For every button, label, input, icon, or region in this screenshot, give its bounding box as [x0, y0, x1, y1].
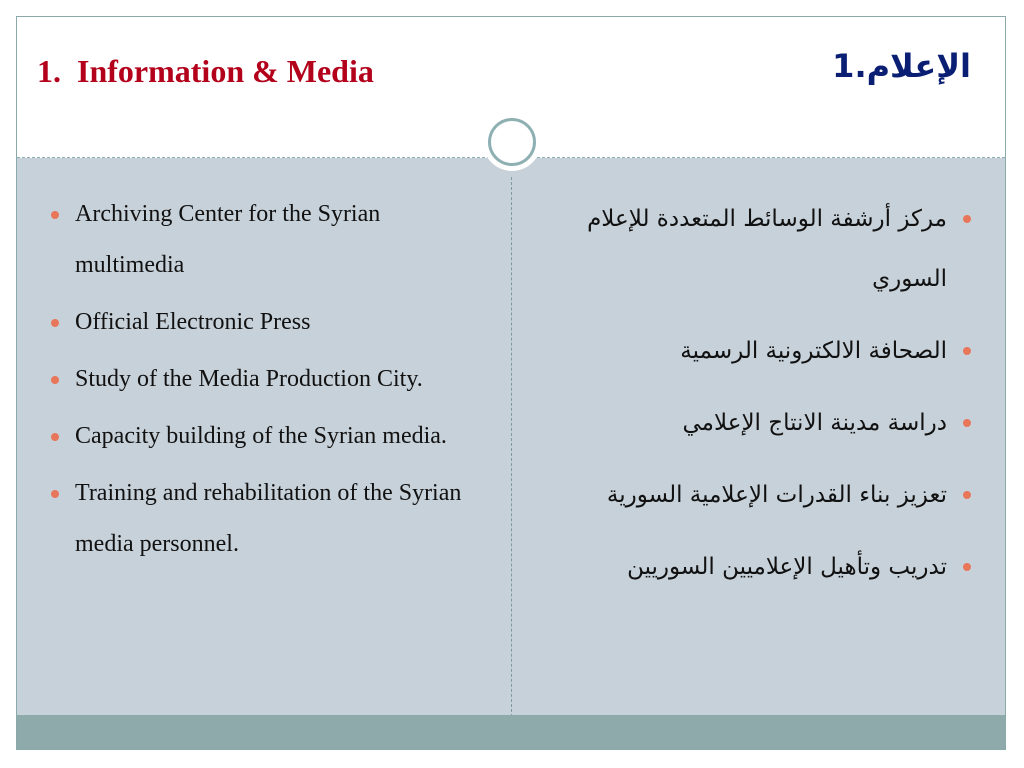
- arabic-item-text: الصحافة الالكترونية الرسمية: [680, 338, 947, 364]
- bullet-icon: [963, 419, 971, 427]
- english-list-item: [47, 189, 477, 291]
- arabic-list-item: [545, 465, 975, 525]
- arabic-list-item: [545, 393, 975, 453]
- slide-footer-bar: [17, 715, 1005, 749]
- title-arabic-number: .1: [832, 47, 867, 85]
- english-list: [47, 189, 477, 576]
- bullet-icon: [51, 319, 59, 327]
- arabic-item-text: تدريب وتأهيل الإعلاميين السوريين: [627, 554, 947, 580]
- header-circle-ornament: [483, 113, 541, 171]
- column-divider: [511, 177, 512, 717]
- english-item-text: Archiving Center for the Syrian multimedia: [75, 201, 381, 278]
- english-item-text: Study of the Media Production City.: [75, 366, 423, 392]
- bullet-icon: [51, 376, 59, 384]
- title-english-text: Information & Media: [77, 53, 374, 89]
- english-item-text: Official Electronic Press: [75, 309, 311, 335]
- title-english: [37, 53, 374, 90]
- bullet-icon: [51, 433, 59, 441]
- english-list-item: [47, 297, 477, 348]
- english-item-text: Training and rehabilitation of the Syrian media personnel.: [75, 480, 462, 557]
- arabic-list-item: [545, 321, 975, 381]
- english-list-item: [47, 411, 477, 462]
- bullet-icon: [51, 490, 59, 498]
- title-arabic-text: الإعلام: [866, 47, 971, 85]
- bullet-icon: [963, 491, 971, 499]
- bullet-icon: [963, 347, 971, 355]
- arabic-list: [545, 189, 975, 609]
- title-arabic: [814, 47, 971, 85]
- english-list-item: [47, 354, 477, 405]
- slide: [16, 16, 1006, 750]
- arabic-list-item: [545, 537, 975, 597]
- arabic-item-text: تعزيز بناء القدرات الإعلامية السورية: [606, 482, 947, 508]
- arabic-list-item: [545, 189, 975, 309]
- bullet-icon: [963, 563, 971, 571]
- english-list-item: [47, 468, 477, 570]
- bullet-icon: [51, 211, 59, 219]
- arabic-item-text: مركز أرشفة الوسائط المتعددة للإعلام السوري: [587, 206, 947, 292]
- bullet-icon: [963, 215, 971, 223]
- arabic-item-text: دراسة مدينة الانتاج الإعلامي: [682, 410, 947, 436]
- title-english-number: 1.: [37, 53, 61, 89]
- ring-icon: [488, 118, 536, 166]
- english-item-text: Capacity building of the Syrian media.: [75, 423, 447, 449]
